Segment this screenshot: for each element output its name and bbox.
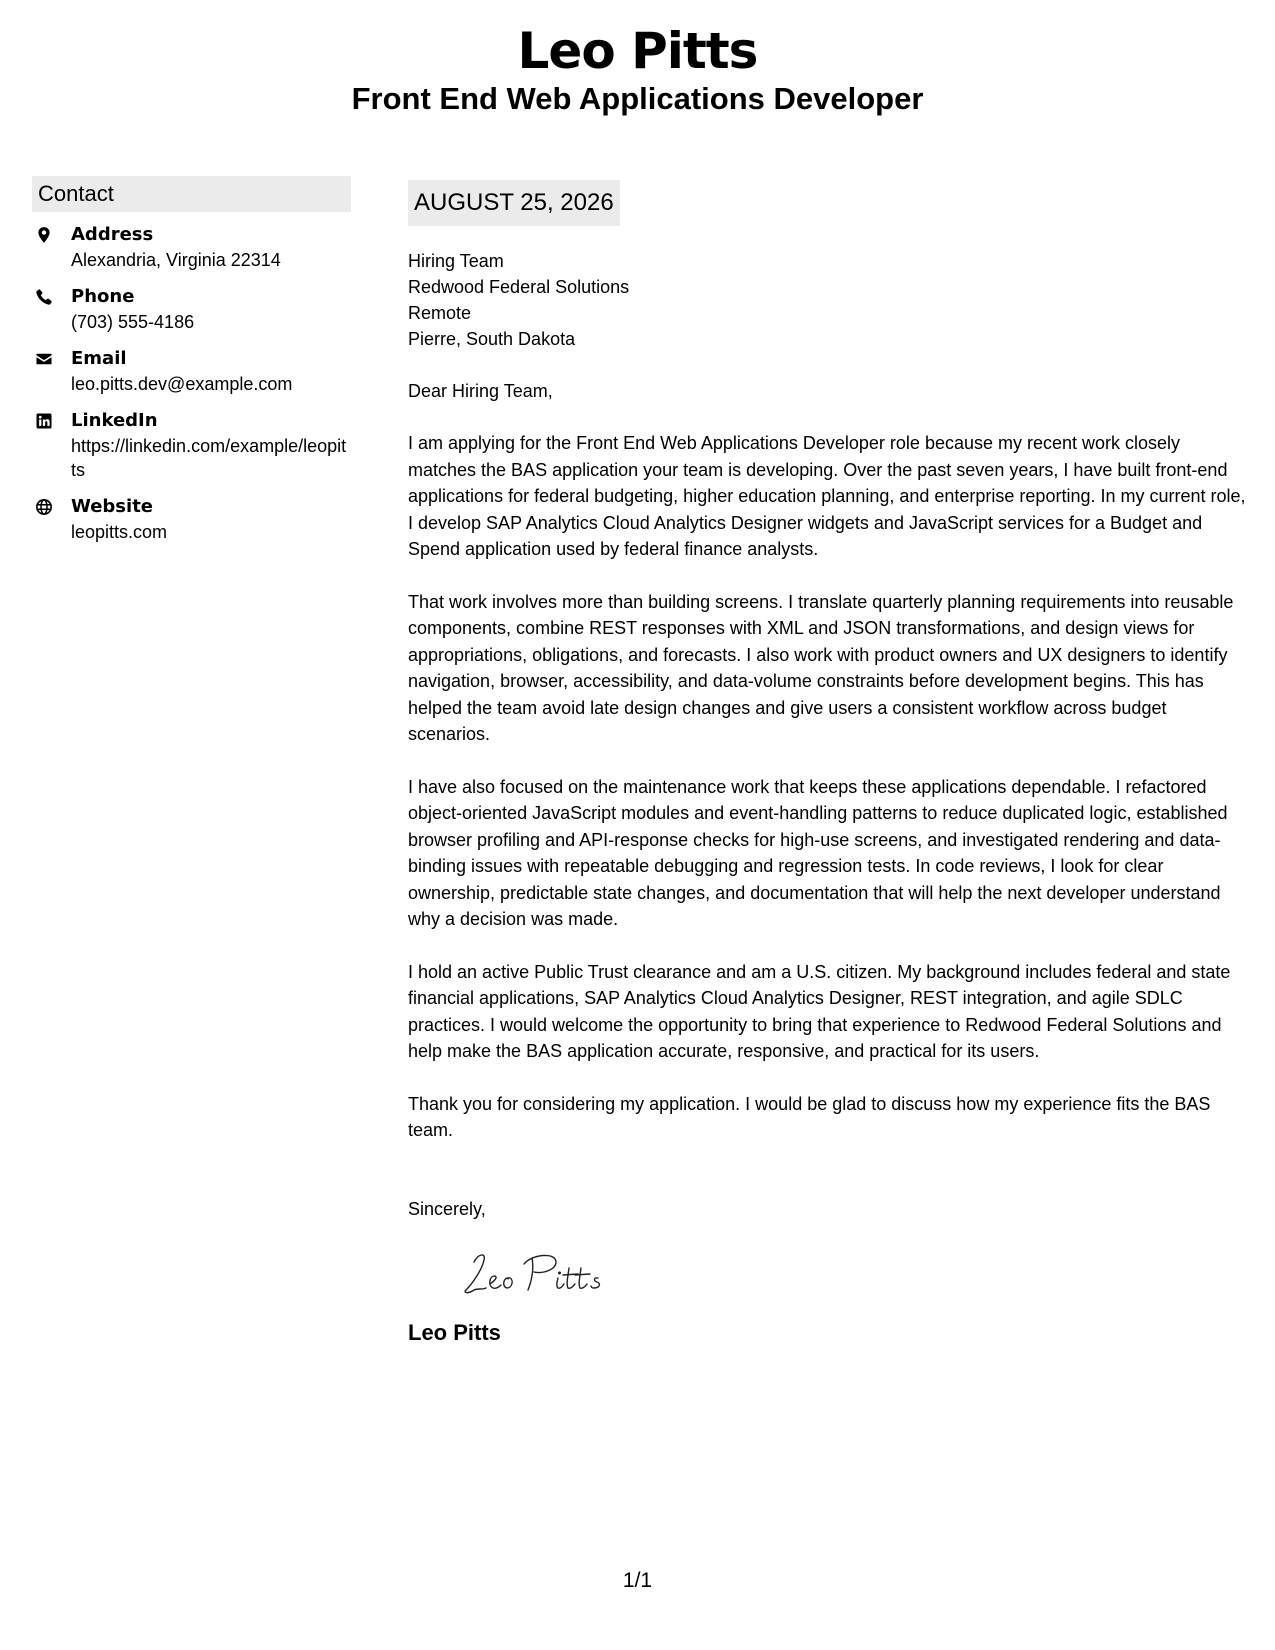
applicant-name: Leo Pitts	[517, 22, 758, 80]
signature-image	[458, 1244, 618, 1302]
closing: Sincerely,	[408, 1198, 486, 1219]
contact-item-address	[32, 222, 351, 272]
letter-paragraph: That work involves more than building screens. I translate quarterly planning requirements into reusable components, combine REST responses with XML and JSON transformations, and design views for appropriations, obligations, and forecasts. I also work with product owners and UX designers to identify navigation, browser, accessibility, and data-volume constraints before development begins. This has helped the team avoid late design changes and give users a consistent workflow across budget scenarios.	[408, 591, 1234, 744]
page-number: 1/1	[622, 1569, 653, 1592]
contact-item-linkedin	[32, 408, 351, 482]
letter-paragraph: I hold an active Public Trust clearance and am a U.S. citizen. My background includes federal and state financial applications, SAP Analytics Cloud Analytics Designer, REST integration, and agile SDLC practices. I would welcome the opportunity to bring that experience to Redwood Federal Solutions and help make the BAS application accurate, responsive, and practical for its users.	[408, 961, 1231, 1061]
contact-label: LinkedIn	[71, 410, 158, 431]
contact-label: Email	[71, 348, 127, 369]
linkedin-icon	[35, 412, 53, 430]
signed-name: Leo Pitts	[408, 1319, 501, 1345]
email-value: leo.pitts.dev@example.com	[71, 374, 293, 394]
document-header	[0, 22, 1275, 118]
recipient-block	[408, 248, 1248, 352]
linkedin-value: https://linkedin.com/example/leopitts	[71, 436, 347, 480]
contact-heading: Contact	[32, 176, 351, 212]
contact-item-phone	[32, 284, 351, 334]
recipient-line: Remote	[408, 303, 472, 323]
address-value: Alexandria, Virginia 22314	[71, 250, 281, 270]
contact-item-email	[32, 346, 351, 396]
contact-label: Website	[71, 496, 154, 517]
website-value: leopitts.com	[71, 522, 168, 542]
contact-label: Phone	[71, 286, 135, 307]
globe-icon	[35, 498, 53, 516]
job-title: Front End Web Applications Developer	[351, 81, 924, 116]
letter-paragraph: Thank you for considering my application. I would be glad to discuss how my experience fits the BAS team.	[408, 1093, 1211, 1140]
map-pin-icon	[35, 226, 53, 244]
letter-paragraph: I have also focused on the maintenance work that keeps these applications dependable. I refactored object-oriented JavaScript modules and event-handling patterns to reduce duplicated logic, established browser profiling and API-response checks for high-use screens, and investigated rendering and data-binding issues with repeatable debugging and regression tests. In code reviews, I look for clear ownership, predictable state changes, and documentation that will help the next developer understand why a decision was made.	[408, 776, 1228, 929]
phone-value: (703) 555-4186	[71, 312, 195, 332]
letter-date: AUGUST 25, 2026	[408, 180, 620, 226]
contact-sidebar	[32, 176, 351, 556]
letter-paragraph: I am applying for the Front End Web Applications Developer role because my recent work closely matches the BAS application your team is developing. Over the past seven years, I have built front-end applications for federal budgeting, higher education planning, and enterprise reporting. In my current role, I develop SAP Analytics Cloud Analytics Designer widgets and JavaScript services for a Budget and Spend application used by federal finance analysts.	[408, 433, 1246, 559]
contact-item-website	[32, 494, 351, 544]
contact-label: Address	[71, 224, 154, 245]
recipient-line: Hiring Team	[408, 251, 504, 271]
phone-icon	[35, 288, 53, 306]
salutation: Dear Hiring Team,	[408, 381, 553, 401]
recipient-line: Redwood Federal Solutions	[408, 277, 630, 297]
letter-body	[408, 180, 1248, 1348]
recipient-line: Pierre, South Dakota	[408, 329, 576, 349]
envelope-icon	[35, 350, 53, 368]
